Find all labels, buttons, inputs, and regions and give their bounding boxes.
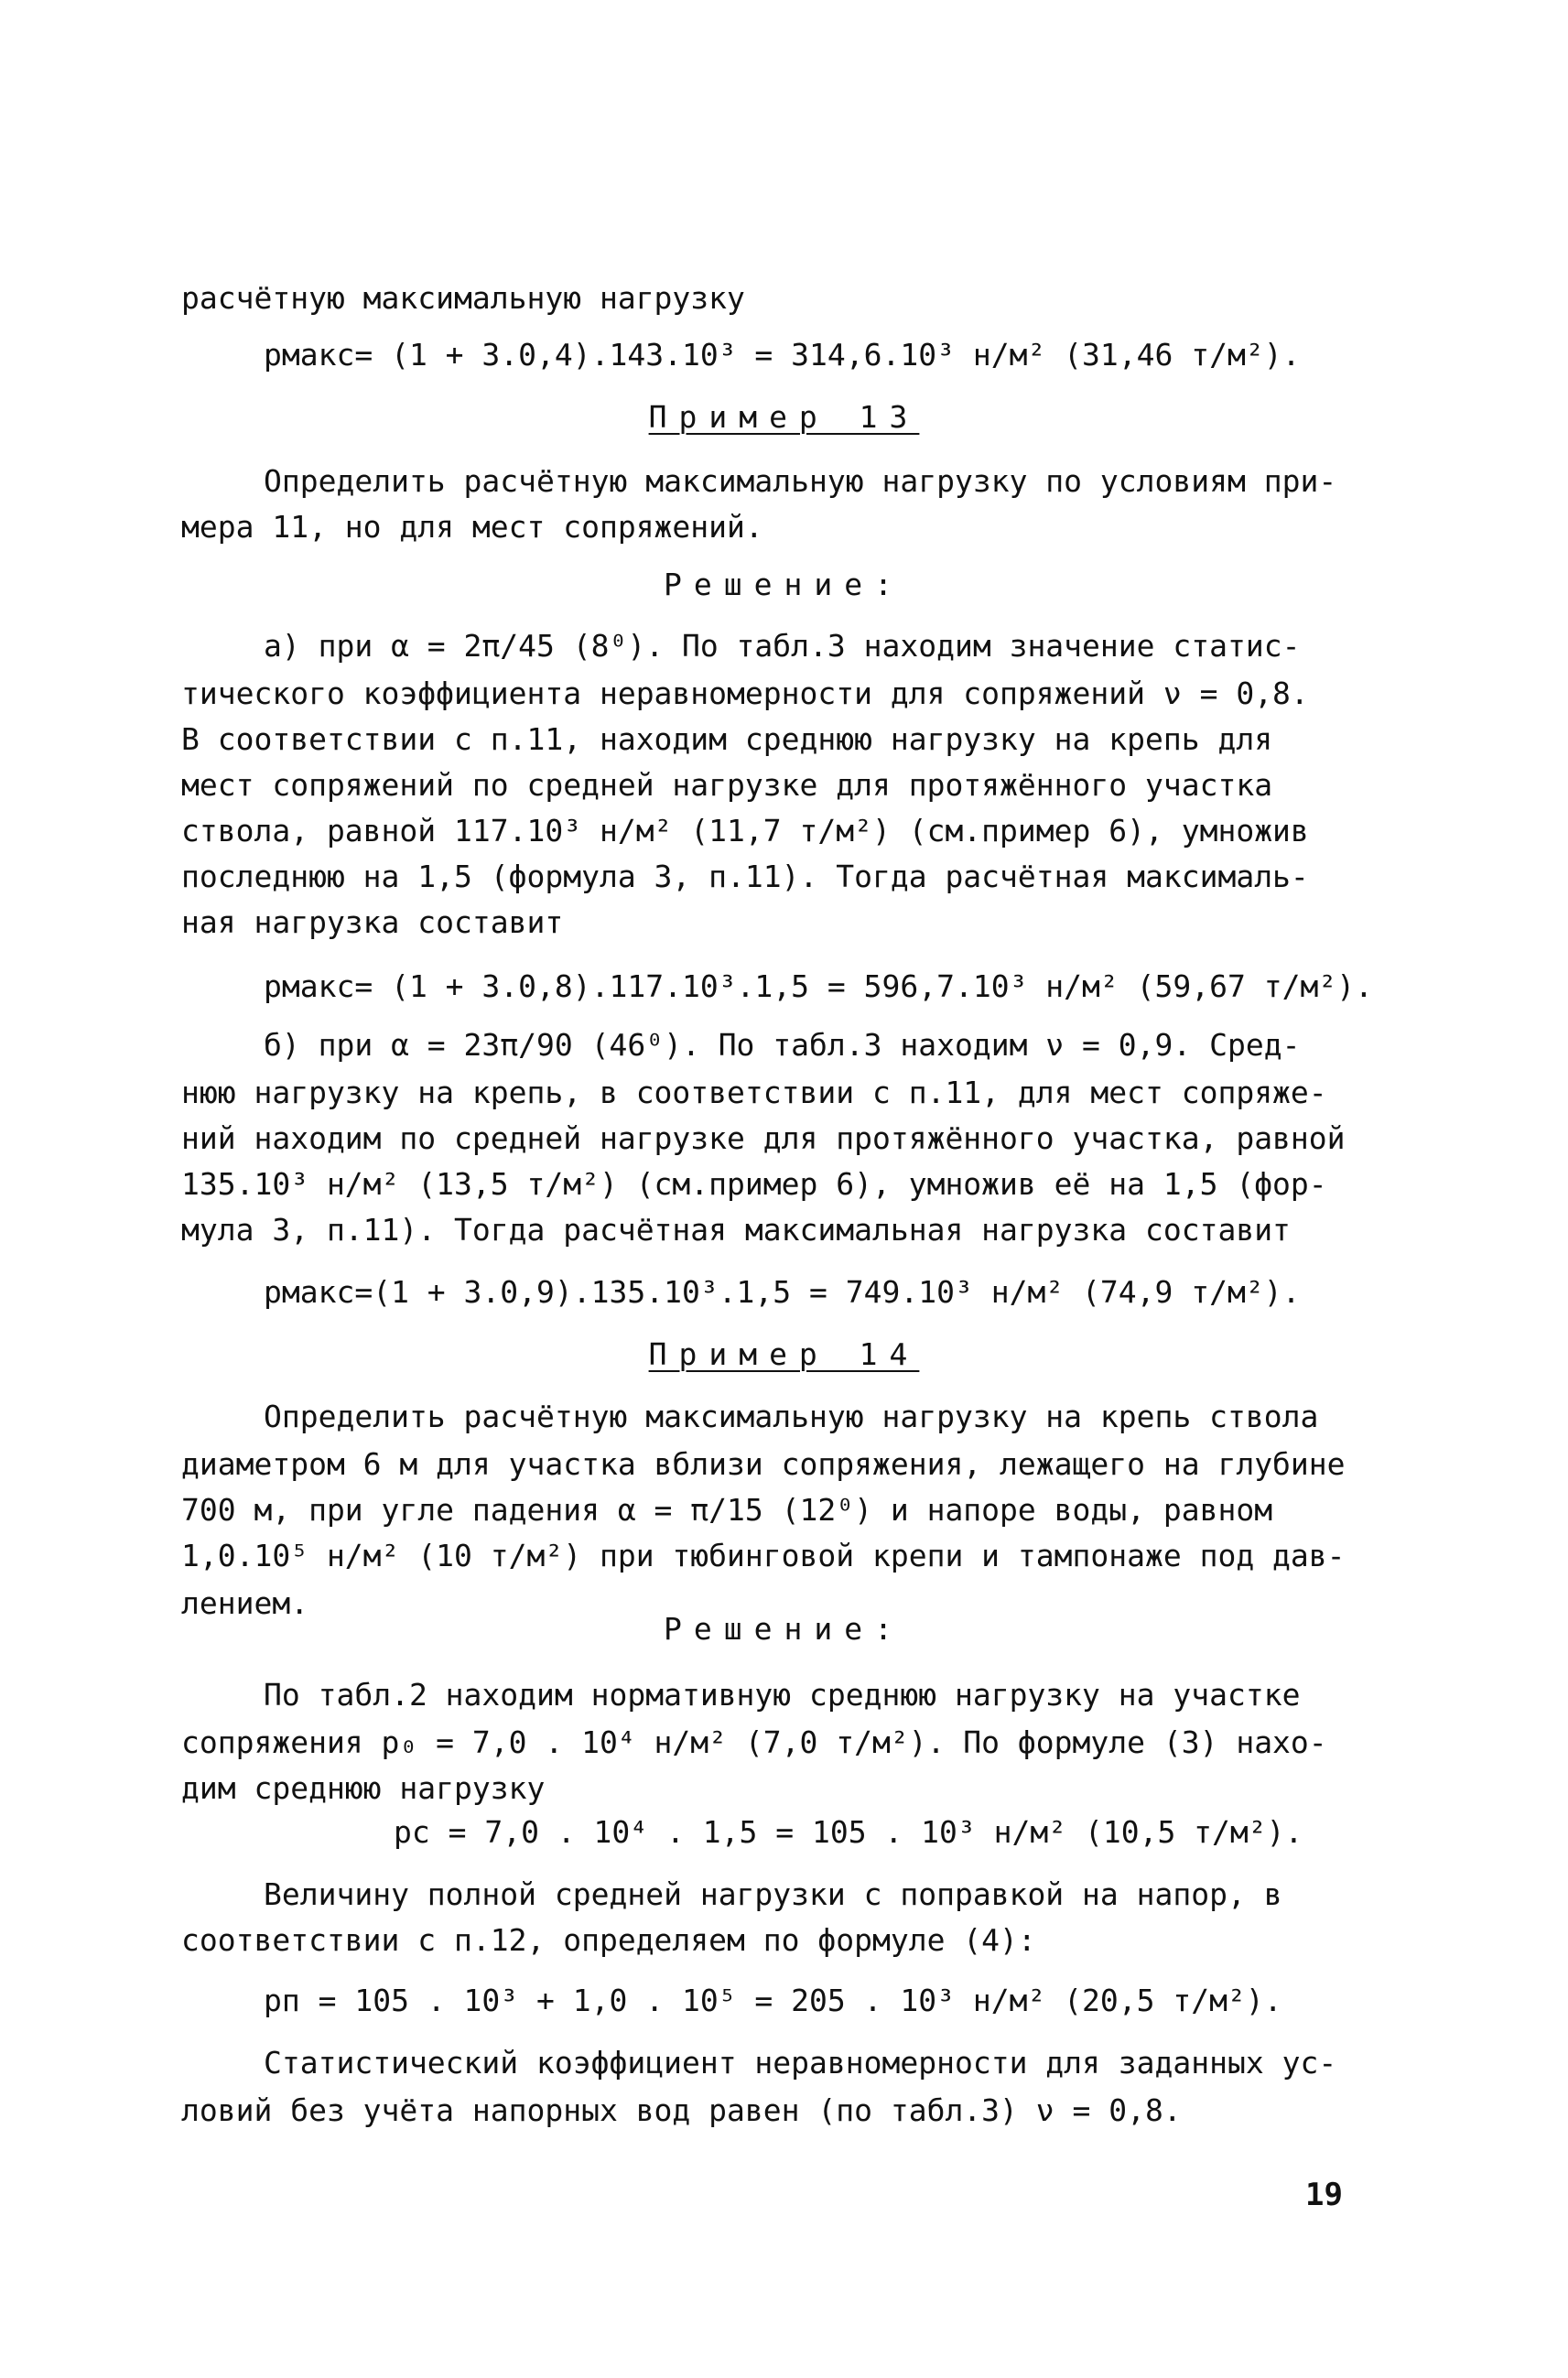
text-line: мест сопряжений по средней нагрузке для протяжённого участка <box>181 767 1273 803</box>
text-line: мула 3, п.11). Тогда расчётная максимальная нагрузка составит <box>181 1212 1291 1248</box>
text-line: а) при α = 2π/45 (8⁰). По табл.3 находим значение статис- <box>264 628 1301 664</box>
text-line: 700 м, при угле падения α = π/15 (12⁰) и напоре воды, равном <box>181 1492 1273 1528</box>
page-number: 19 <box>1305 2177 1343 2213</box>
formula-line: рп = 105 . 10³ + 1,0 . 10⁵ = 205 . 10³ н/м² (20,5 т/м²). <box>264 1983 1282 2018</box>
text-line: По табл.2 находим нормативную среднюю нагрузку на участке <box>264 1677 1301 1713</box>
text-line: нюю нагрузку на крепь, в соответствии с п.11, для мест сопряже- <box>181 1075 1327 1110</box>
text-line: Определить расчётную максимальную нагрузку на крепь ствола <box>264 1399 1319 1434</box>
text-line: диаметром 6 м для участка вблизи сопряжения, лежащего на глубине <box>181 1446 1346 1482</box>
solution-heading: Решение: <box>664 567 904 602</box>
text-line: 135.10³ н/м² (13,5 т/м²) (см.пример 6), умножив её на 1,5 (фор- <box>181 1166 1327 1202</box>
text-line: Величину полной средней нагрузки с поправкой на напор, в <box>264 1876 1282 1912</box>
text-line: соответствии с п.12, определяем по формуле (4): <box>181 1922 1036 1958</box>
example-heading: Пример 14 <box>648 1336 920 1372</box>
text-line: мера 11, но для мест сопряжений. <box>181 509 763 545</box>
formula-line: рмакс= (1 + 3.0,4).143.10³ = 314,6.10³ н/м² (31,46 т/м²). <box>264 337 1301 373</box>
text-line: Статистический коэффициент неравномерности для заданных ус- <box>264 2045 1337 2081</box>
formula-line: рмакс= (1 + 3.0,8).117.10³.1,5 = 596,7.10³ н/м² (59,67 т/м²). <box>264 968 1373 1004</box>
text-line: сопряжения р₀ = 7,0 . 10⁴ н/м² (7,0 т/м²). По формуле (3) нахо- <box>181 1724 1327 1760</box>
formula-line: рс = 7,0 . 10⁴ . 1,5 = 105 . 10³ н/м² (10,5 т/м²). <box>394 1814 1303 1850</box>
text-line: б) при α = 23π/90 (46⁰). По табл.3 находим ν = 0,9. Сред- <box>264 1027 1301 1063</box>
text-line: В соответствии с п.11, находим среднюю нагрузку на крепь для <box>181 721 1273 757</box>
text-line: ний находим по средней нагрузке для протяжённого участка, равной <box>181 1120 1346 1156</box>
text-line: ловий без учёта напорных вод равен (по табл.3) ν = 0,8. <box>181 2092 1182 2128</box>
text-line: последнюю на 1,5 (формула 3, п.11). Тогда расчётная максималь- <box>181 859 1309 894</box>
text-line: дим среднюю нагрузку <box>181 1770 546 1806</box>
solution-heading: Решение: <box>664 1611 904 1647</box>
text-line: ствола, равной 117.10³ н/м² (11,7 т/м²) (см.пример 6), умножив <box>181 813 1309 849</box>
text-line: лением. <box>181 1585 309 1621</box>
text-line: Определить расчётную максимальную нагрузку по условиям при- <box>264 463 1337 499</box>
text-line: 1,0.10⁵ н/м² (10 т/м²) при тюбинговой крепи и тампонаже под дав- <box>181 1538 1346 1573</box>
text-line: расчётную максимальную нагрузку <box>181 280 745 316</box>
text-line: тического коэффициента неравномерности для сопряжений ν = 0,8. <box>181 676 1309 711</box>
formula-line: рмакс=(1 + 3.0,9).135.10³.1,5 = 749.10³ н/м² (74,9 т/м²). <box>264 1274 1301 1310</box>
example-heading: Пример 13 <box>648 399 920 435</box>
text-line: ная нагрузка составит <box>181 904 564 940</box>
